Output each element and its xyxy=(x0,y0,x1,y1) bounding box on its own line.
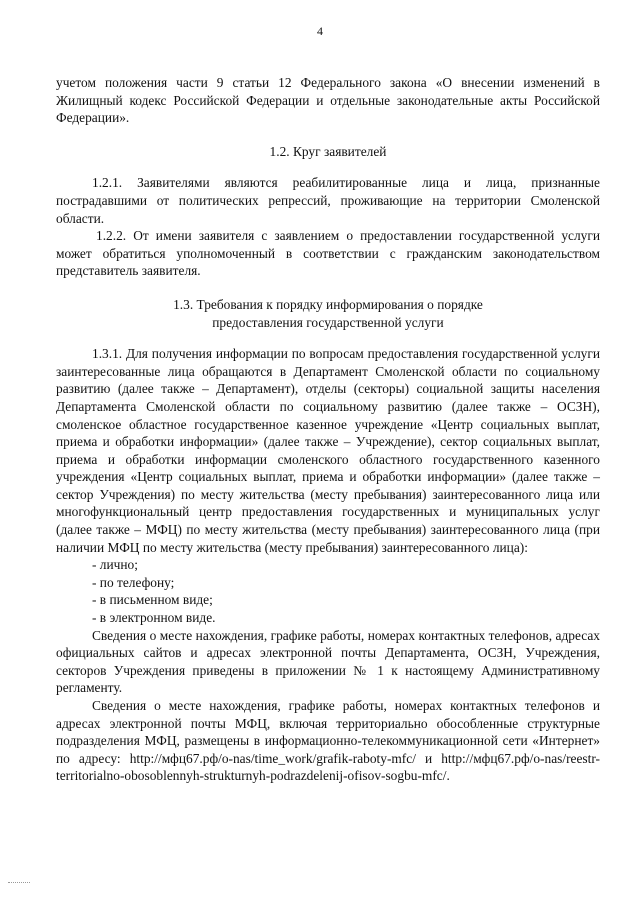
list-item: - лично; xyxy=(92,557,138,573)
list-item: - в электронном виде. xyxy=(92,610,216,626)
paragraph-1-2-1: 1.2.1. Заявителями являются реабилитированные лица и лица, признанные пострадавшими от политических репрессий, проживающие на территории Смоленской области. xyxy=(56,175,600,226)
section-1-3-title-line1: 1.3. Требования к порядку информирования о порядке xyxy=(173,296,483,312)
paragraph-contacts-departments: Сведения о месте нахождения, графике работы, номерах контактных телефонов, адресах официальных сайтов и адресах электронной почты Департамента, ОСЗН, Учреждения, секторов Учреждения приведены в приложении № 1 к настоящему Административному регламенту. xyxy=(56,627,600,696)
list-item: - в письменном виде; xyxy=(92,592,213,608)
section-1-3-title-line2: предоставления государственной услуги xyxy=(212,314,444,330)
contact-methods-list xyxy=(56,556,600,626)
section-1-3-title xyxy=(56,296,600,331)
document-body xyxy=(56,74,600,785)
paragraph-1-2-2: 1.2.2. От имени заявителя с заявлением о предоставлении государственной услуги может обратиться уполномоченный в соответствии с гражданским законодательством представитель заявителя. xyxy=(56,228,600,279)
scan-artifact xyxy=(8,882,30,883)
section-1-2-title: 1.2. Круг заявителей xyxy=(269,143,387,159)
paragraph-1-3-1: 1.3.1. Для получения информации по вопросам предоставления государственной услуги заинтересованные лица обращаются в Департамент Смоленской области по социальному развитию (далее также – Департамент), отделы (секторы) социальной защиты населения Департамента Смоленской области по социальному развитию (далее также – ОСЗН), смоленское областное государственное казенное учреждение «Центр социальных выплат, приема и обработки информации» (далее также – Учреждение), сектор социальных выплат, приема и обработки информации смоленского областного государственного казенного учреждения «Центр социальных выплат, приема и обработки информации» (далее также – сектор Учреждения) по месту жительства (месту пребывания) заинтересованного лица или многофункциональный центр предоставления государственных и муниципальных услуг (далее также – МФЦ) по месту жительства (месту пребывания) заинтересованного лица (при наличии МФЦ по месту жительства (месту пребывания) заинтересованного лица): xyxy=(56,346,600,555)
page-number: 4 xyxy=(317,24,323,38)
intro-paragraph: учетом положения части 9 статьи 12 Федерального закона «О внесении изменений в Жилищный кодекс Российской Федерации и отдельные законодательные акты Российской Федерации». xyxy=(56,75,600,126)
paragraph-contacts-mfc: Сведения о месте нахождения, графике работы, номерах контактных телефонов и адресах электронной почты МФЦ, включая территориально обособленные структурные подразделения МФЦ, размещены в информационно-телекоммуникационной сети «Интернет» по адресу: http://мфц67.рф/o-nas/time_work/grafik-raboty-mfc/ и http://мфц67.рф/o-nas/reestr-territorialno-obosoblennyh-strukturnyh-podrazdelenij-ofisov-sogbu-mfc/. xyxy=(56,698,600,784)
list-item: - по телефону; xyxy=(92,574,175,590)
